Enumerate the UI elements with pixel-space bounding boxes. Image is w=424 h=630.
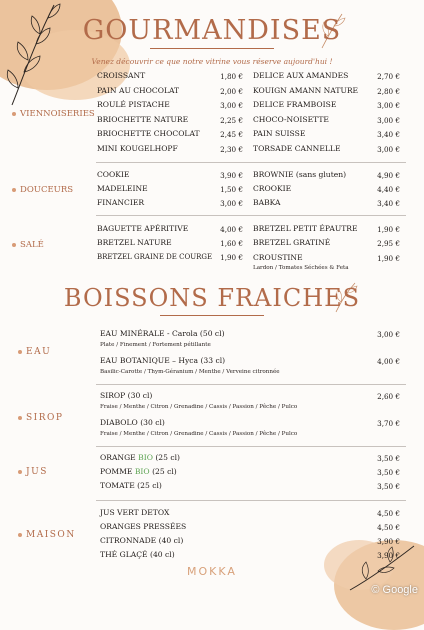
menu-item: CITRONNADE (40 cl) (100, 536, 184, 545)
menu-price: 3,90 € (377, 537, 400, 546)
menu-item: BRIOCHETTE NATURE (97, 115, 189, 124)
section-divider (96, 215, 406, 216)
menu-price: 4,90 € (377, 171, 400, 180)
menu-item: JUS VERT DETOX (100, 508, 170, 517)
menu-price: 4,50 € (377, 523, 400, 532)
bullet-icon (18, 416, 22, 420)
item-name: POMME (100, 467, 135, 476)
menu-item: BRETZEL PETIT ÉPAUTRE (253, 224, 358, 233)
menu-price: 2,25 € (220, 116, 243, 125)
item-size: (25 cl) (149, 467, 177, 476)
item-note: Basilic-Carotte / Thym-Géranium / Menthe / Verveine citronnée (100, 369, 280, 375)
menu-price: 2,30 € (220, 145, 243, 154)
menu-item: BRETZEL NATURE (97, 238, 172, 247)
menu-item: BRETZEL GRAINE DE COURGE (97, 253, 213, 261)
google-watermark: © Google (371, 584, 418, 596)
bullet-icon (12, 112, 16, 116)
menu-item: KOUIGN AMANN NATURE (253, 86, 359, 95)
menu-item: COOKIE (97, 170, 130, 179)
menu-price: 3,90 € (220, 171, 243, 180)
section-divider (96, 500, 406, 501)
category-label: DOUCEURS (20, 185, 74, 195)
menu-item: TOMATE (25 cl) (100, 481, 162, 490)
category-maison (18, 530, 76, 540)
menu-item: PAIN SUISSE (253, 129, 306, 138)
menu-price: 1,90 € (377, 225, 400, 234)
menu-price: 3,50 € (377, 454, 400, 463)
menu-price: 2,00 € (220, 87, 243, 96)
section-divider (96, 384, 406, 385)
item-note: Fraise / Menthe / Citron / Grenadine / Cassis / Passion / Pêche / Pulco (100, 431, 298, 437)
category-sale (12, 240, 44, 250)
menu-item: DIABOLO (30 cl) (100, 418, 165, 427)
item-note: Fraise / Menthe / Citron / Grenadine / Cassis / Passion / Pêche / Pulco (100, 404, 298, 410)
menu-price: 1,80 € (220, 72, 243, 81)
bullet-icon (18, 470, 22, 474)
category-eau (18, 347, 51, 357)
category-label: MAISON (26, 530, 76, 540)
menu-price: 4,50 € (377, 509, 400, 518)
menu-item: MADELEINE (97, 184, 148, 193)
menu-item: FINANCIER (97, 198, 145, 207)
menu-price: 4,40 € (377, 185, 400, 194)
section-title-drinks: BOISSONS FRAICHES (63, 284, 361, 312)
menu-price: 3,00 € (377, 101, 400, 110)
menu-price: 3,00 € (377, 116, 400, 125)
menu-item: BROWNIE (sans gluten) (253, 170, 347, 179)
item-note: Lardon / Tomates Séchées & Feta (253, 265, 349, 271)
title-underline (160, 315, 264, 316)
category-jus (18, 467, 48, 477)
bullet-icon (12, 188, 16, 192)
menu-price: 4,00 € (220, 225, 243, 234)
category-label: SIROP (26, 413, 64, 423)
menu-price: 3,40 € (377, 130, 400, 139)
menu-item: THÉ GLAÇÉ (40 cl) (100, 550, 175, 559)
bullet-icon (18, 350, 22, 354)
page-title: GOURMANDISES (82, 15, 342, 46)
section-divider (96, 162, 406, 163)
menu-item: PAIN AU CHOCOLAT (97, 86, 180, 95)
subtitle: Venez découvrir ce que notre vitrine vous réserve aujourd'hui ! (91, 57, 333, 66)
menu-item: ORANGES PRESSÉES (100, 522, 187, 531)
menu-price: 3,00 € (377, 330, 400, 339)
section-divider (96, 446, 406, 447)
menu-item: BRIOCHETTE CHOCOLAT (97, 129, 200, 138)
category-label: EAU (26, 347, 52, 357)
menu-price: 3,50 € (377, 468, 400, 477)
menu-price: 3,40 € (377, 199, 400, 208)
menu-item: DELICE AUX AMANDES (253, 71, 349, 80)
category-label: JUS (26, 467, 48, 477)
menu-item: EAU MINÉRALE - Carola (50 cl) (100, 329, 225, 338)
menu-item: BABKA (253, 198, 281, 207)
menu-price: 1,50 € (220, 185, 243, 194)
menu-price: 3,70 € (377, 419, 400, 428)
category-viennoiseries (12, 109, 95, 119)
menu-price: 1,90 € (220, 253, 243, 262)
menu-item: TORSADE CANNELLE (253, 144, 341, 153)
bullet-icon (12, 243, 16, 247)
menu-item (100, 453, 180, 462)
menu-price: 3,90 € (377, 551, 400, 560)
menu-price: 2,45 € (220, 130, 243, 139)
item-size: (25 cl) (152, 453, 181, 462)
item-name: ORANGE (100, 453, 139, 462)
menu-price: 3,00 € (220, 101, 243, 110)
title-underline (150, 48, 274, 49)
menu-item: CHOCO-NOISETTE (253, 115, 329, 124)
menu-item: CROUSTINE (253, 253, 303, 262)
menu-item (100, 467, 177, 476)
menu-item: BAGUETTE APÉRITIVE (97, 224, 189, 233)
menu-price: 1,90 € (377, 254, 400, 263)
menu-price: 1,60 € (220, 239, 243, 248)
menu-item: BRETZEL GRATINÉ (253, 238, 331, 247)
category-sirop (18, 413, 63, 423)
menu-price: 2,60 € (377, 392, 400, 401)
menu-item: CROISSANT (97, 71, 146, 80)
category-douceurs (12, 185, 73, 195)
menu-price: 3,00 € (220, 199, 243, 208)
menu-price: 2,80 € (377, 87, 400, 96)
menu-price: 4,00 € (377, 357, 400, 366)
menu-item: EAU BOTANIQUE – Hyca (33 cl) (100, 356, 226, 365)
brand-logo: MOKKA (187, 565, 237, 578)
menu-item: CROOKIE (253, 184, 292, 193)
menu-item: ROULÉ PISTACHE (97, 100, 170, 109)
menu-price: 2,70 € (377, 72, 400, 81)
category-label: VIENNOISERIES (20, 109, 95, 119)
category-label: SALÉ (20, 240, 44, 250)
bullet-icon (18, 533, 22, 537)
menu-price: 2,95 € (377, 239, 400, 248)
menu-price: 3,00 € (377, 145, 400, 154)
item-note: Plate / Finement / Fortement pétillante (100, 342, 211, 348)
bio-badge: BIO (134, 467, 150, 476)
bio-badge: BIO (138, 453, 153, 462)
menu-price: 3,50 € (377, 482, 400, 491)
menu-item: MINI KOUGELHOPF (97, 144, 178, 153)
menu-item: SIROP (30 cl) (100, 391, 153, 400)
menu-item: DELICE FRAMBOISE (253, 100, 337, 109)
